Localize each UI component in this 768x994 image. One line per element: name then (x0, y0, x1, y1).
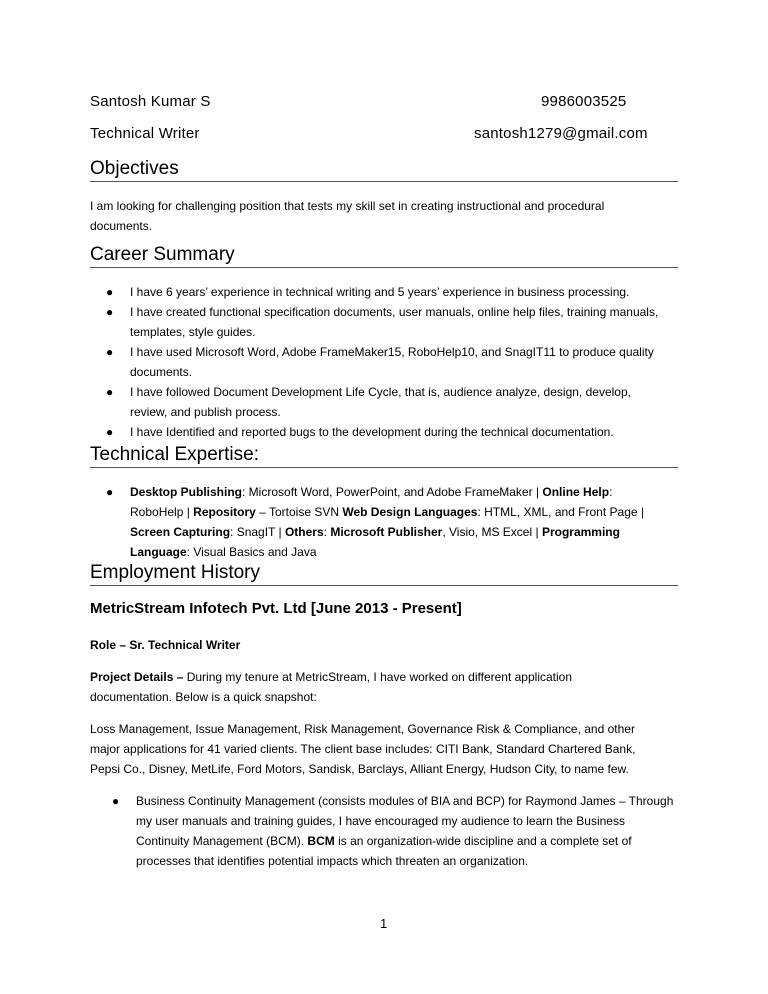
employment-list (96, 791, 680, 871)
objectives-text: I am looking for challenging position that tests my skill set in creating instructional and procedural documents. (90, 199, 605, 233)
bullet-icon: ● (106, 485, 114, 499)
bullet-icon: ● (106, 305, 114, 319)
list-item: ● I have used Microsoft Word, Adobe FrameMaker15, RoboHelp10, and SnagIT11 to produce quality documents. (90, 342, 660, 382)
list-item: ● I have 6 years’ experience in technical writing and 5 years’ experience in business processing. (90, 282, 660, 302)
list-item: ● I have Identified and reported bugs to the development during the technical documentation. (90, 422, 660, 442)
list-item: ● I have followed Document Development Life Cycle, that is, audience analyze, design, develop, review, and publish process. (90, 382, 660, 422)
candidate-name: Santosh Kumar S (90, 93, 211, 110)
phone-number: 9986003525 (541, 93, 627, 110)
bullet-icon: ● (106, 285, 114, 299)
list-item (90, 482, 660, 562)
technical-expertise-heading: Technical Expertise: (90, 443, 678, 468)
list-item (96, 791, 680, 871)
employment-history-heading: Employment History (90, 561, 678, 586)
email-address: santosh1279@gmail.com (474, 125, 648, 142)
project-details: Project Details – During my tenure at MetricStream, I have worked on different application documentation. Below is a quick snapshot: (90, 670, 573, 704)
bullet-icon: ● (106, 345, 114, 359)
bullet-icon: ● (112, 794, 120, 808)
technical-expertise-list (90, 482, 660, 562)
company-name: MetricStream Infotech Pvt. Ltd [June 2013 - Present] (90, 600, 462, 617)
role-title: Role – Sr. Technical Writer (90, 638, 241, 652)
page-number: 1 (380, 916, 388, 931)
bullet-icon: ● (106, 425, 114, 439)
career-summary-heading: Career Summary (90, 243, 678, 268)
bcm-text: Business Continuity Management (consists modules of BIA and BCP) for Raymond James – Through my user manuals and training guides, I have encouraged my audience to learn the Business Continuity Management (BCM). BCM is an organization-wide discipline and a complete set of processes that identifies potential impacts which threaten an organization. (136, 794, 674, 868)
objectives-heading: Objectives (90, 157, 678, 182)
career-summary-list (90, 282, 660, 442)
applications-text: Loss Management, Issue Management, Risk Management, Governance Risk & Compliance, and other major applications for 41 varied clients. The client base includes: CITI Bank, Standard Chartered Bank, Pepsi Co., Disney, MetLife, Ford Motors, Sandisk, Barclays, Alliant Energy, Hudson City, to name few. (90, 722, 636, 776)
job-title: Technical Writer (90, 125, 200, 142)
list-item: ● I have created functional specification documents, user manuals, online help files, training manuals, templates, style guides. (90, 302, 660, 342)
bullet-icon: ● (106, 385, 114, 399)
expertise-text: Desktop Publishing: Microsoft Word, PowerPoint, and Adobe FrameMaker | Online Help: RoboHelp | Repository – Tortoise SVN Web Design Languages: HTML, XML, and Front Page | Screen Capturing: SnagIT | Others: Microsoft Publisher, Visio, MS Excel | Programming Language: Visual Basics and Java (130, 485, 644, 559)
